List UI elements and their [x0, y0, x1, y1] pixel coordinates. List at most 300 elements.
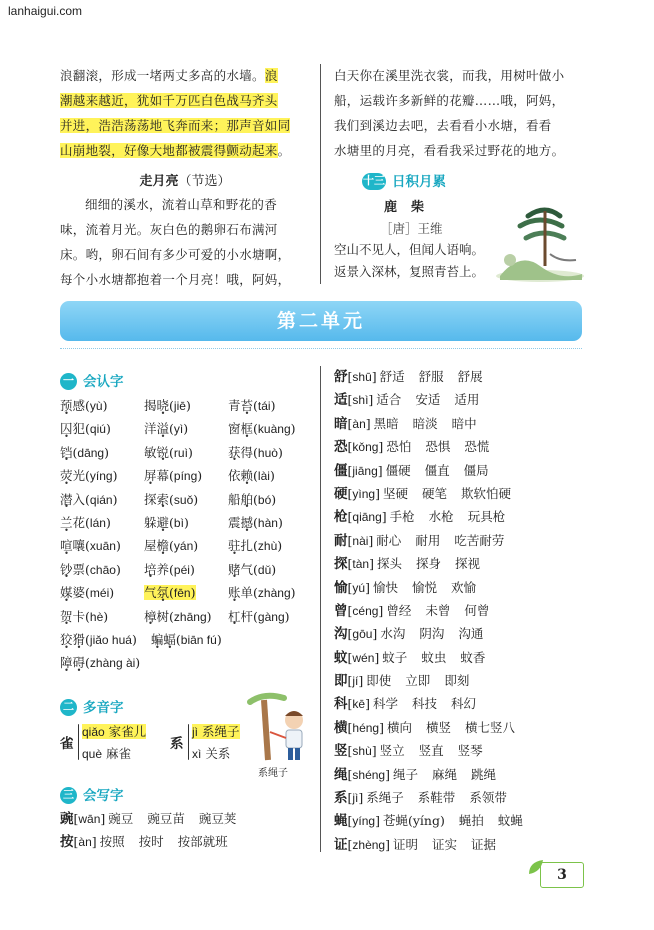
vocab-item	[60, 441, 144, 464]
entry-pinyin: [qiāng]	[347, 509, 387, 525]
vocab-char: 探	[144, 491, 157, 507]
entry-pinyin: [wān]	[73, 811, 106, 826]
pinyin: zhèng	[352, 837, 386, 852]
vocab-item	[144, 417, 228, 440]
vocab-char: 培	[144, 561, 157, 577]
vocab-char: 避	[156, 514, 170, 530]
entry-word: 水沟	[380, 626, 406, 642]
vocab-word: 樟树(zhāng)	[144, 608, 212, 624]
vocab-char: 樟	[144, 608, 157, 624]
vocab-item	[60, 417, 144, 440]
entry-word: 横竖	[426, 719, 452, 735]
pinyin: hàn	[257, 515, 278, 530]
moon-walk-title-text: 走月亮	[139, 174, 179, 189]
text-line	[60, 88, 310, 113]
text-line	[60, 138, 310, 163]
vocab-char: 依	[228, 468, 241, 484]
entry-words	[393, 767, 510, 782]
vocab-char: 溢	[156, 421, 170, 437]
entry-word: 玩具枪	[467, 509, 506, 525]
vocab-extra-row	[60, 628, 222, 651]
entry-pinyin: [yíng]	[347, 813, 380, 829]
entry-word: 系领带	[469, 790, 507, 806]
char-entry	[334, 552, 537, 575]
vocab-item	[60, 605, 144, 628]
entry-word: 竖直	[418, 743, 444, 759]
pinyin: kē	[352, 697, 366, 712]
word: 家雀儿	[108, 724, 147, 739]
entry-word: 愉悦	[411, 579, 437, 595]
vocab-word: 钞票(chāo)	[60, 561, 121, 577]
text-line	[60, 63, 310, 88]
entry-word: 探视	[455, 556, 481, 572]
vocab-char: 窗	[228, 421, 241, 437]
vocab-word: 屏幕(píng)	[144, 468, 203, 484]
entry-pinyin: [yìng]	[347, 485, 380, 501]
entry-pinyin: [shéng]	[347, 766, 390, 782]
entry-word: 何曾	[464, 602, 490, 618]
vocab-word: 蝙蝠(biān fú)	[150, 632, 222, 647]
write-chars-list-right	[334, 365, 537, 856]
entry-word: 欺软怕硬	[461, 485, 512, 501]
char-entry	[334, 576, 537, 599]
pinyin: fēn	[173, 586, 191, 601]
char-entry	[60, 807, 250, 830]
entry-word: 科技	[411, 696, 437, 712]
vocab-char: 锐	[156, 444, 170, 460]
vocab-char: 撼	[240, 514, 254, 530]
char-entry	[334, 833, 537, 856]
vocab-word: 窗框(kuàng)	[228, 421, 296, 437]
char-entry	[334, 459, 537, 482]
moon-walk-title-note: （节选）	[178, 174, 231, 189]
entry-pinyin: [kǒng]	[347, 439, 384, 455]
pinyin: jí	[352, 674, 359, 689]
vocab-char: 索	[156, 491, 170, 507]
entry-pinyin: [wén]	[347, 649, 380, 665]
vocab-char: 屏	[144, 468, 157, 484]
entry-words	[373, 696, 490, 711]
text-line: 白天你在溪里洗衣裳，而我，用树叶做小	[334, 68, 565, 83]
entry-char: 恐	[334, 439, 348, 456]
text-line: 每个小水塘都抱着一个月亮！哦，阿妈，	[60, 272, 291, 287]
entry-word: 耐心	[376, 532, 402, 548]
vocab-char: 幕	[156, 468, 170, 484]
section-title: 会写字	[83, 788, 124, 803]
vocab-char: 赌	[228, 561, 241, 577]
text-segment: 潮越来越近，犹如千万匹白色战马齐头	[60, 93, 278, 108]
entry-words	[383, 813, 537, 828]
pinyin: jiāng	[352, 463, 378, 478]
vocab-word: 船舶(bó)	[228, 491, 277, 507]
entry-char: 即	[334, 673, 348, 690]
vocab-char: 花	[72, 514, 86, 530]
vocab-char: 气	[144, 585, 157, 601]
pinyin: qián	[89, 492, 113, 507]
vocab-word: 预感(yù)	[60, 398, 108, 413]
vocab-word: 躲避(bì)	[144, 514, 189, 530]
pinyin: shū	[352, 370, 372, 384]
entry-word: 僵直	[424, 462, 450, 478]
entry-char: 蝇	[334, 813, 348, 830]
char-entry	[334, 388, 537, 411]
vocab-item	[144, 488, 228, 511]
vocab-char: 狡	[60, 632, 73, 647]
vocab-char: 躲	[144, 514, 157, 530]
vocab-char: 杠	[228, 608, 241, 624]
char-entry	[334, 786, 537, 809]
text-segment: 浪翻滚，形成一堵两丈多高的水墙。	[60, 68, 265, 83]
entry-word: 黑暗	[373, 415, 399, 431]
pinyin: bì	[173, 515, 184, 530]
vocab-item	[60, 558, 144, 581]
text-line: 水塘里的月亮，看看我采过野花的地方。	[334, 143, 565, 158]
pinyin: yìng	[352, 486, 376, 501]
vocab-char: 荧	[60, 468, 73, 484]
entry-word: 蚊蝇	[497, 813, 523, 829]
entry-words	[386, 463, 503, 478]
vocab-char: 敏	[144, 444, 157, 460]
vocab-word: 气氛(fēn)	[144, 585, 196, 601]
char-entry	[334, 599, 537, 622]
vocab-item	[60, 581, 144, 604]
section-number-badge: 三	[60, 787, 77, 804]
entry-words	[387, 720, 529, 735]
moon-walk-passage	[60, 192, 310, 292]
vocab-word: 贺卡(hè)	[60, 608, 109, 624]
pinyin: nài	[352, 533, 369, 548]
entry-word: 恐惧	[425, 439, 451, 455]
entry-char: 竖	[334, 743, 348, 760]
vocab-char: 卡	[72, 608, 86, 624]
vocab-word: 兰花(lán)	[60, 514, 111, 530]
vocab-item	[144, 581, 228, 604]
pinyin: chāo	[89, 562, 116, 577]
entry-words	[377, 556, 494, 571]
pinyin: yíng	[352, 814, 376, 829]
section-1-header	[60, 370, 124, 390]
entry-pinyin: [shū]	[347, 369, 377, 384]
entry-words	[100, 834, 242, 849]
entry-pinyin: [shì]	[347, 392, 374, 408]
pinyin: ruì	[173, 445, 188, 460]
pinyin: qiú	[89, 422, 106, 437]
polyphone-char: 系	[170, 736, 184, 752]
entry-word: 竖立	[379, 743, 405, 759]
vocab-item	[228, 464, 318, 487]
entry-word: 恐慌	[464, 439, 490, 455]
char-entry	[334, 365, 537, 388]
section-title: 会认字	[83, 374, 124, 389]
entry-word: 立即	[405, 673, 431, 689]
entry-char: 系	[334, 790, 348, 807]
unit-title-banner: 第二单元	[60, 301, 582, 341]
write-chars-list	[60, 807, 250, 854]
polyphone-char: 雀	[60, 736, 74, 752]
entry-pinyin: [héng]	[347, 719, 384, 735]
poem-line: 返景入深林，复照青苔上。	[334, 264, 485, 279]
entry-word: 曾经	[386, 602, 412, 618]
char-entry	[334, 505, 537, 528]
entry-word: 按照	[99, 834, 125, 850]
entry-char: 曾	[334, 602, 348, 619]
reading-1	[192, 722, 240, 740]
vocab-word: 青苔(tái)	[228, 398, 276, 413]
vocab-char: 票	[72, 561, 86, 577]
entry-char: 科	[334, 696, 348, 713]
pinyin: gàng	[257, 609, 285, 624]
pinyin: tái	[257, 399, 271, 413]
vocab-char: 兰	[60, 514, 73, 530]
pinyin: dǔ	[257, 562, 272, 577]
vocab-char: 气	[240, 561, 254, 577]
pinyin: hè	[89, 609, 104, 624]
vocab-char: 船	[228, 491, 241, 507]
section-title: 日积月累	[392, 174, 446, 189]
tide-passage	[60, 63, 310, 163]
poem-author: ［唐］王维	[380, 221, 443, 236]
entry-words	[383, 486, 525, 501]
entry-words	[386, 603, 503, 618]
vocab-word: 探索(suǒ)	[144, 491, 199, 507]
entry-pinyin: [jiāng]	[347, 462, 383, 478]
entry-words	[366, 790, 521, 805]
char-entry	[334, 692, 537, 715]
entry-pinyin: [nài]	[347, 532, 374, 548]
vocab-item	[228, 511, 318, 534]
entry-words	[382, 650, 499, 665]
entry-char: 证	[334, 836, 348, 853]
vocab-word: 获得(huò)	[228, 444, 283, 460]
vocab-word: 驻扎(zhù)	[228, 538, 283, 554]
entry-char: 探	[334, 556, 348, 573]
entry-word: 证实	[432, 836, 458, 852]
entry-word: 证明	[392, 836, 418, 852]
entry-words	[386, 439, 503, 454]
vocab-word: 账单(zhàng)	[228, 585, 296, 601]
pinyin: yú	[352, 580, 366, 595]
entry-word: 探头	[376, 556, 402, 572]
pinyin: qiāng	[352, 510, 382, 525]
pinyin: shì	[352, 393, 369, 408]
site-watermark: lanhaigui.com	[8, 4, 83, 18]
vocab-char: 框	[240, 421, 254, 437]
entry-word: 绳子	[392, 766, 418, 782]
pinyin: yán	[173, 539, 194, 554]
section-number-badge: 一	[60, 373, 77, 390]
pinyin: yì	[173, 422, 184, 437]
vocab-char: 媒	[60, 585, 73, 601]
text-line	[60, 113, 310, 138]
vocab-char: 震	[228, 514, 241, 530]
char-entry	[334, 809, 537, 832]
vocab-char: 驻	[228, 538, 241, 554]
vocab-word: 赌气(dǔ)	[228, 561, 277, 577]
text-line: 味，流着月光。灰白色的鹅卵石布满河	[60, 222, 278, 237]
pinyin: xì	[192, 747, 202, 761]
pinyin: céng	[352, 603, 379, 618]
entry-word: 未曾	[425, 602, 451, 618]
vocab-char: 获	[228, 444, 241, 460]
char-entry	[334, 529, 537, 552]
vocab-char: 铛	[60, 444, 73, 460]
vocab-item	[228, 417, 318, 440]
entry-char: 适	[334, 392, 348, 409]
entry-word: 耐用	[415, 532, 441, 548]
vocab-char: 养	[156, 561, 170, 577]
text-segment: 。	[277, 143, 291, 158]
vocab-char: 嚷	[72, 538, 86, 554]
entry-pinyin: [àn]	[347, 415, 371, 431]
entry-pinyin: [céng]	[347, 602, 384, 618]
entry-word: 科幻	[451, 696, 477, 712]
entry-word: 欢愉	[451, 579, 477, 595]
pinyin: lài	[257, 469, 270, 484]
entry-char: 暗	[334, 415, 348, 432]
entry-word: 即使	[366, 673, 392, 689]
entry-word: 手枪	[389, 509, 415, 525]
vocab-char: 蝙	[150, 632, 164, 647]
char-entry	[334, 435, 537, 458]
vocab-word: 屋檐(yán)	[144, 538, 199, 554]
entry-words	[366, 673, 483, 688]
pinyin: xuān	[89, 539, 116, 554]
pinyin: péi	[173, 562, 190, 577]
char-entry	[334, 412, 537, 435]
entry-words	[373, 580, 490, 595]
pinyin: shéng	[352, 767, 386, 782]
vocab-char: 蝠	[163, 632, 176, 647]
column-divider-top	[320, 64, 321, 284]
text-line: 船，运载许多新鲜的花瓣……哦，阿妈，	[334, 93, 565, 108]
entry-word: 暗淡	[412, 415, 438, 431]
entry-word: 吃苦耐劳	[454, 532, 505, 548]
char-entry	[334, 646, 537, 669]
entry-char: 蚊	[334, 649, 348, 666]
vocab-char: 光	[72, 468, 86, 484]
pinyin: jì	[192, 725, 198, 739]
vocab-word: 依赖(lài)	[228, 468, 275, 484]
vocab-char: 青	[228, 398, 241, 413]
vocab-char: 感	[72, 398, 86, 413]
vocab-item	[60, 464, 144, 487]
section-3-header	[60, 784, 124, 804]
pinyin: jiē	[173, 399, 186, 413]
entry-pinyin: [zhèng]	[347, 836, 390, 852]
section-2-header	[60, 696, 124, 716]
vocab-char: 苔	[240, 398, 254, 413]
recognize-chars-extra	[60, 628, 222, 675]
entry-word: 蝇拍	[458, 813, 484, 829]
entry-word: 舒适	[379, 369, 405, 384]
char-entry	[334, 669, 537, 692]
vocab-item	[144, 534, 228, 557]
vocab-word: 囚犯(qiú)	[60, 421, 111, 437]
entry-pinyin: [yú]	[347, 579, 370, 595]
pinyin: huò	[257, 445, 278, 460]
entry-word: 蚊子	[382, 649, 408, 665]
boy-tying-rope-illustration	[244, 692, 316, 764]
entry-char: 愉	[334, 579, 348, 596]
entry-char: 横	[334, 719, 348, 736]
vocab-extra-row	[60, 651, 222, 674]
entry-word: 恐怕	[386, 439, 412, 455]
vocab-char: 账	[228, 585, 241, 601]
char-entry	[334, 482, 537, 505]
pinyin: wén	[352, 650, 375, 665]
entry-word: 蚊香	[460, 649, 486, 665]
brace	[78, 724, 79, 760]
pinyin: yíng	[89, 469, 113, 484]
vocab-char: 猾	[72, 632, 86, 647]
entry-word: 跳绳	[471, 766, 497, 782]
vocab-char: 犯	[72, 421, 86, 437]
text-line: 床。哟，卵石间有多少可爱的小水塘啊，	[60, 247, 291, 262]
entry-word: 适用	[454, 392, 480, 408]
entry-word: 豌豆荚	[198, 811, 237, 826]
entry-pinyin: [gōu]	[347, 626, 378, 642]
poem-line: 空山不见人，但闻人语响。	[334, 242, 485, 257]
vocab-char: 潜	[60, 491, 73, 507]
entry-pinyin: [àn]	[73, 834, 97, 850]
entry-word: 苍蝇(yíng)	[382, 813, 445, 829]
vocab-char: 屋	[144, 538, 157, 554]
vocab-char: 钞	[60, 561, 73, 577]
vocab-char: 预	[60, 398, 73, 413]
vocab-word: 荧光(yíng)	[60, 468, 118, 484]
entry-word: 横七竖八	[465, 719, 516, 735]
vocab-char: 洋	[144, 421, 157, 437]
entry-word: 科学	[372, 696, 398, 712]
section-number-badge: 二	[60, 699, 77, 716]
pinyin: zhù	[257, 539, 278, 554]
entry-word: 僵局	[463, 462, 489, 478]
entry-words	[380, 369, 497, 384]
entry-word: 蚊虫	[421, 649, 447, 665]
vocab-item	[60, 511, 144, 534]
char-entry	[60, 830, 250, 853]
entry-word: 舒服	[418, 369, 444, 384]
entry-words	[393, 837, 510, 852]
vocab-char: 碍	[72, 655, 86, 671]
section-number-badge: 十三	[362, 173, 386, 190]
entry-word: 愉快	[372, 579, 398, 595]
text-segment: 并进，浩浩荡荡地飞奔而来；那声音如同	[60, 118, 291, 133]
pinyin: píng	[173, 469, 198, 484]
entry-word: 竖琴	[457, 743, 483, 759]
vocab-char: 喧	[60, 538, 73, 554]
entry-pinyin: [tàn]	[347, 556, 374, 572]
entry-char: 硬	[334, 485, 348, 502]
entry-word: 证据	[471, 836, 497, 852]
pinyin: shù	[352, 744, 372, 759]
entry-char: 按	[60, 834, 74, 851]
vocab-item	[60, 534, 144, 557]
text-line: 我们到溪边去吧，去看看小水塘，看看	[334, 118, 552, 133]
section-title: 多音字	[83, 700, 124, 715]
entry-word: 系鞋带	[417, 790, 456, 806]
vocab-item	[228, 581, 318, 604]
entry-words	[376, 392, 493, 407]
pinyin: jiǎo huá	[89, 633, 132, 647]
vocab-item	[228, 558, 318, 581]
entry-word: 系绳子	[366, 790, 404, 806]
vocab-item	[144, 558, 228, 581]
vocab-char: 树	[156, 608, 170, 624]
entry-char: 僵	[334, 462, 348, 479]
entry-word: 暗中	[451, 415, 477, 431]
vocab-char: 入	[72, 491, 86, 507]
